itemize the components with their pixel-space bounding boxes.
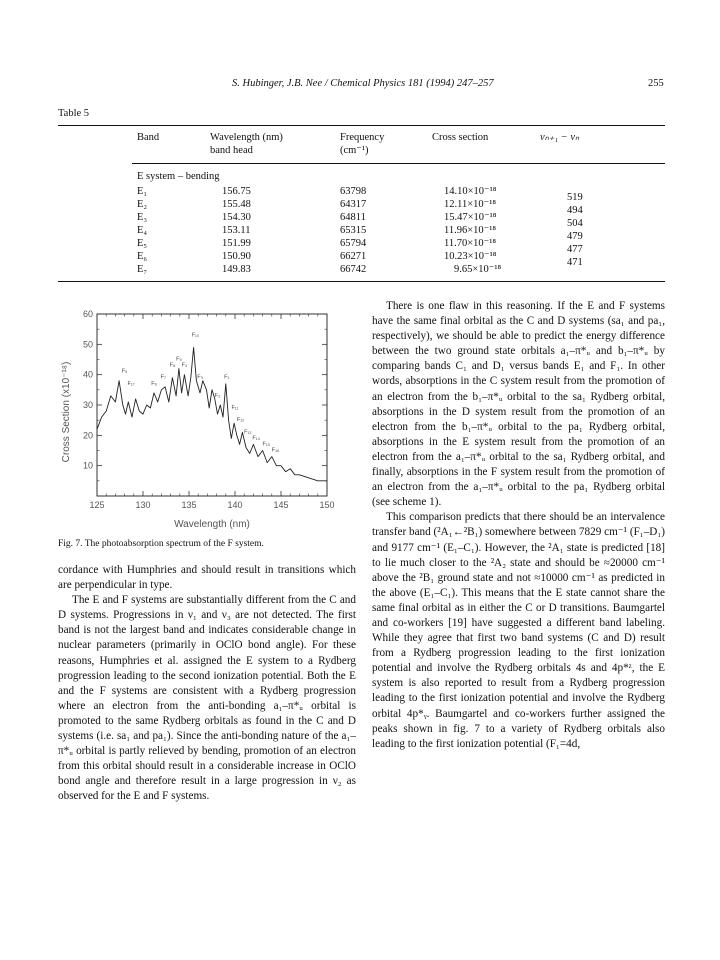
cell-cross-section: 11.70×10⁻¹⁸ <box>444 238 497 249</box>
table-header-rule <box>132 163 665 164</box>
table-row <box>0 198 720 211</box>
y-axis-label: Cross Section (x10⁻¹⁸) <box>61 361 72 463</box>
cell-difference: 471 <box>567 257 583 268</box>
table-row <box>0 237 720 250</box>
cell-frequency: 64317 <box>340 199 367 210</box>
x-tick-label: 135 <box>181 500 197 510</box>
y-tick-label: 40 <box>82 369 93 380</box>
table-header-frequency <box>340 131 384 157</box>
table-row <box>0 185 720 198</box>
header-wavelength-line2: band head <box>210 145 253 156</box>
table-row <box>0 263 720 276</box>
peak-label: F₈ <box>169 362 176 369</box>
cell-wavelength: 149.83 <box>222 264 251 275</box>
body-column-right <box>372 299 665 752</box>
header-cross-text: Cross section <box>432 132 489 143</box>
cell-difference: 477 <box>567 244 583 255</box>
page-number: 255 <box>648 78 664 89</box>
cell-frequency: 64811 <box>340 212 366 223</box>
peak-label: F₅ <box>121 368 128 375</box>
y-tick-label: 20 <box>82 430 93 441</box>
chart-plot-area <box>97 314 327 496</box>
cell-difference: 479 <box>567 231 583 242</box>
table-header-wavelength <box>210 131 283 157</box>
x-tick-label: 145 <box>273 500 289 510</box>
table-header-difference <box>540 131 579 144</box>
peak-label: F₁₁ <box>231 405 239 412</box>
peak-label: F₂ <box>214 392 221 399</box>
peak-label: F₁₅ <box>262 441 270 448</box>
x-tick-label: 130 <box>135 500 151 510</box>
cell-frequency: 66271 <box>340 251 367 262</box>
table-top-rule <box>58 125 665 126</box>
peak-label: F₁₂ <box>236 417 245 424</box>
y-tick-label: 50 <box>82 339 93 350</box>
cell-cross-section: 10.23×10⁻¹⁸ <box>444 251 497 262</box>
table-label: Table 5 <box>58 108 90 119</box>
y-tick-label: 10 <box>82 460 93 471</box>
paragraph: There is one flaw in this reasoning. If the E and F systems have the same final orbital as the C and D systems (sa₁ and pa₁, respectively), we should be able to predict the energy difference between the two ground state orbitals a₁–π*ᵤ and b₁–π*ᵤ by comparing bands C₁ and D₁ versus bands E₁ and F₁. In other words, absorptions in the C system result from the promotion of an electron from the b₁–π*ᵤ orbital to the sa₁ Rydberg orbital, absorptions in the D system result from the promotion of an electron from the b₁–π*ᵤ orbital to the pa₁ Rydberg orbital, absorptions in the E system result from the promotion of an electron from the a₁–π*ᵤ orbital to the sa₁ Rydberg orbital, and finally, absorptions in the F system result from the promotion of an electron from the a₁–π*ᵤ orbital to the pa₁ Rydberg orbital (see scheme 1). <box>372 300 665 509</box>
cell-frequency: 65315 <box>340 225 367 236</box>
header-frequency-line1: Frequency <box>340 132 385 143</box>
peak-label: F₄ <box>181 362 188 369</box>
paragraph: cordance with Humphries and should result in transitions which are perpendicular in type. <box>58 564 356 592</box>
cell-band: E₄ <box>137 225 148 236</box>
y-tick-label: 30 <box>82 400 93 410</box>
peak-label: F₁₀ <box>191 332 200 339</box>
peak-label: F₃ <box>197 374 203 381</box>
y-tick-label: 60 <box>82 309 93 319</box>
cell-difference: 494 <box>567 205 583 216</box>
cell-frequency: 66742 <box>340 264 367 275</box>
paragraph: This comparison predicts that there should be an intervalence transfer band (²A₁←²B₁) somewhere between 7829 cm⁻¹ (F₁–D₁) and 9177 cm⁻¹ (E₁–C₁). However, the ²A₁ state is predicted [18] to lie much closer to the ²A₂ state and should be ≈20000 cm⁻¹ above the ²B₁ ground state and not ≈10000 cm⁻¹ as predicted in the above (E₁–C₁). This means that the E state cannot share the same final orbital as in either the C or D transitions. Baumgartel and co-workers [19] have suggested a different band labeling. While they agree that first two band systems (C and D) result from a Rydberg progression leading to the first ionization potential and involve the Rydberg orbitals 4s and 4p*ᶻ, the E system is also reported to result from a Rydberg progression leading to the first ionization potential and involve the Rydberg orbital 4p*ᵧ. Baumgartel and co-workers further assigned the peaks shown in fig. 7 to a variety of Rydberg orbitals also leading to the first ionization potential (F₁=4d, <box>372 511 665 750</box>
peak-label: F₇ <box>160 374 166 381</box>
figure-caption: Fig. 7. The photoabsorption spectrum of the F system. <box>58 539 264 549</box>
peak-label: F₁₆ <box>271 447 280 454</box>
cell-band: E₁ <box>137 186 148 197</box>
cell-difference: 504 <box>567 218 583 229</box>
paragraph: The E and F systems are substantially different from the C and D systems. Progressions in ν₁ and ν₃ are not detected. The first band is not the largest band and indicates considerable change in nuclear parameters (primarily in OClO bond angle). For these reasons, Humphries et al. assigned the E system to a Rydberg progression leading to the second ionization potential. Both the E and the F systems are consistent with a Rydberg progression where an electron from the anti-bonding a₁–π*ᵤ orbital is promoted to the same Rydberg orbitals as found in the C and D systems (i.e. sa₁ and pa₁). Since the anti-bonding nature of the a₁–π*ᵤ orbital is partly relieved by bending, promotion of an electron from this orbital should result in a considerable increase in OClO bond angle and therefore result in a large progression in ν₂ as observed for the E and F systems. <box>58 594 356 803</box>
table-header-cross-section <box>432 131 488 144</box>
table-row <box>0 250 720 263</box>
body-column-left <box>58 563 356 805</box>
header-wavelength-line1: Wavelength (nm) <box>210 132 283 143</box>
table-header-band <box>137 131 159 144</box>
cell-band: E₃ <box>137 212 148 223</box>
table-row <box>0 211 720 224</box>
header-diff-text: νₙ₊₁ − νₙ <box>540 132 580 143</box>
absorption-spectrum-chart <box>55 300 345 532</box>
plot-frame <box>97 314 327 496</box>
cell-wavelength: 155.48 <box>222 199 251 210</box>
cell-frequency: 65794 <box>340 238 367 249</box>
x-tick-label: 140 <box>227 500 243 510</box>
cell-wavelength: 156.75 <box>222 186 251 197</box>
cell-cross-section: 12.11×10⁻¹⁸ <box>444 199 497 210</box>
header-band-text: Band <box>137 132 160 143</box>
chart-series <box>97 347 327 480</box>
cell-cross-section: 9.65×10⁻¹⁸ <box>454 264 502 275</box>
peak-label: F₁₃ <box>244 429 252 436</box>
x-tick-label: 150 <box>319 500 335 510</box>
running-head <box>0 78 720 94</box>
cell-wavelength: 153.11 <box>222 225 251 236</box>
cell-band: E₇ <box>137 264 148 275</box>
x-tick-label: 125 <box>89 500 105 510</box>
cell-band: E₆ <box>137 251 148 262</box>
chart-peak-labels <box>122 332 279 453</box>
cell-wavelength: 151.99 <box>222 238 251 249</box>
peak-label: F₆ <box>151 380 157 387</box>
cell-cross-section: 14.10×10⁻¹⁸ <box>444 186 497 197</box>
table-section-label: E system – bending <box>137 171 220 182</box>
peak-label: F₁₄ <box>252 435 260 442</box>
peak-label: F₁₇ <box>127 380 135 387</box>
cell-wavelength: 154.30 <box>222 212 251 223</box>
table-row <box>0 224 720 237</box>
cell-difference: 519 <box>567 192 583 203</box>
cell-frequency: 63798 <box>340 186 367 197</box>
cell-band: E₂ <box>137 199 148 210</box>
header-frequency-line2: (cm⁻¹) <box>340 145 369 156</box>
x-axis-label: Wavelength (nm) <box>174 519 250 530</box>
spectrum-line <box>97 347 327 480</box>
cell-wavelength: 150.90 <box>222 251 251 262</box>
table-bottom-rule <box>58 281 665 282</box>
cell-cross-section: 15.47×10⁻¹⁸ <box>444 212 497 223</box>
peak-label: F₉ <box>176 356 182 363</box>
journal-citation: S. Hubinger, J.B. Nee / Chemical Physics 181 (1994) 247–257 <box>232 78 494 89</box>
cell-band: E₅ <box>137 238 148 249</box>
peak-label: F₁ <box>224 374 230 381</box>
cell-cross-section: 11.96×10⁻¹⁸ <box>444 225 497 236</box>
chart-ticks <box>83 309 335 510</box>
